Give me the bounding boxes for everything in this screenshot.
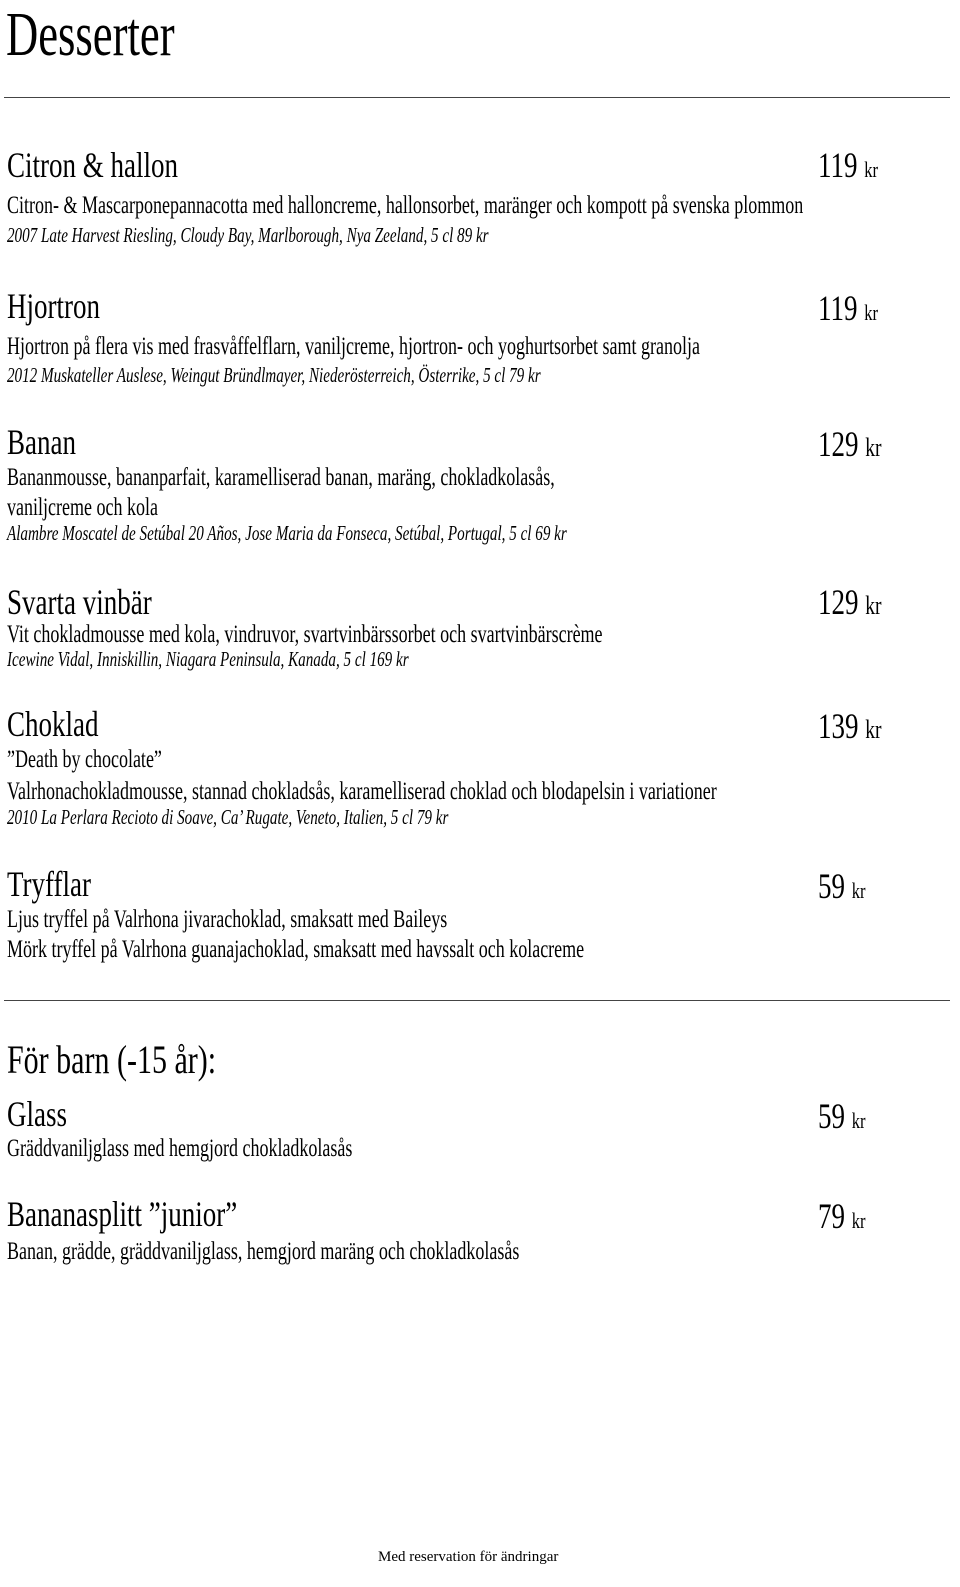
menu-item-price [818, 1196, 865, 1241]
menu-item-name: Svarta vinbär [7, 582, 152, 622]
menu-item-description-line2: vaniljcreme och kola [7, 494, 158, 521]
footer-note: Med reservation för ändringar [378, 1549, 559, 1565]
menu-item-name: Bananasplitt ”junior” [7, 1194, 238, 1234]
price-unit: kr [851, 1208, 866, 1233]
menu-item-description: Banan, grädde, gräddvaniljglass, hemgjord maräng och chokladkolasås [7, 1238, 520, 1265]
menu-item-wine: Alambre Moscatel de Setúbal 20 Años, Jose Maria da Fonseca, Setúbal, Portugal, 5 cl 69 kr [7, 521, 567, 545]
menu-item-price [818, 145, 878, 190]
menu-item-subtitle: ”Death by chocolate” [7, 746, 162, 773]
menu-item-name: Citron & hallon [7, 145, 178, 185]
price-value: 129 [818, 582, 859, 622]
price-value: 139 [818, 706, 859, 746]
menu-item-description: Bananmousse, bananparfait, karamelliserad banan, maräng, chokladkolasås, [7, 464, 555, 491]
menu-item-price [818, 582, 882, 626]
price-unit: kr [864, 300, 878, 325]
menu-item-wine: 2012 Muskateller Auslese, Weingut Bründlmayer, Niederösterreich, Österrike, 5 cl 79 kr [7, 363, 541, 387]
menu-item-name: Glass [7, 1094, 67, 1134]
menu-item-price [818, 1096, 865, 1141]
kids-section-title: För barn (-15 år): [7, 1037, 217, 1082]
price-value: 79 [818, 1196, 845, 1236]
menu-item-name: Tryfflar [7, 864, 92, 904]
price-unit: kr [851, 1108, 866, 1133]
price-unit: kr [865, 715, 882, 744]
price-unit: kr [865, 433, 882, 462]
menu-item-description: Ljus tryffel på Valrhona jivarachoklad, smaksatt med Baileys [7, 906, 448, 933]
price-unit: kr [865, 591, 882, 620]
price-value: 59 [818, 866, 845, 906]
menu-item-description: Vit chokladmousse med kola, vindruvor, svartvinbärssorbet och svartvinbärscrème [7, 621, 603, 648]
menu-item-price [818, 706, 882, 750]
menu-item-description: Valrhonachokladmousse, stannad chokladsås, karamelliserad choklad och blodapelsin i variationer [7, 778, 717, 805]
menu-item-name: Hjortron [7, 286, 100, 326]
price-value: 59 [818, 1096, 845, 1136]
menu-item-price [818, 288, 878, 333]
menu-item-wine: 2007 Late Harvest Riesling, Cloudy Bay, Marlborough, Nya Zeeland, 5 cl 89 kr [7, 223, 489, 247]
price-value: 119 [818, 145, 858, 185]
menu-item-price [818, 424, 882, 468]
price-value: 129 [818, 424, 859, 464]
menu-item-wine: 2010 La Perlara Recioto di Soave, Ca’ Rugate, Veneto, Italien, 5 cl 79 kr [7, 805, 449, 829]
menu-item-name: Banan [7, 422, 76, 462]
menu-item-description: Gräddvaniljglass med hemgjord chokladkolasås [7, 1135, 353, 1162]
title-divider [4, 97, 950, 98]
menu-item-name: Choklad [7, 704, 99, 744]
menu-item-description: Citron- & Mascarponepannacotta med halloncreme, hallonsorbet, maränger och kompott på svenska plommon [7, 192, 804, 219]
page-title: Desserter [6, 1, 175, 69]
price-value: 119 [818, 288, 858, 328]
price-unit: kr [864, 157, 878, 182]
menu-item-description-line2: Mörk tryffel på Valrhona guanajachoklad, smaksatt med havssalt och kolacreme [7, 936, 585, 963]
menu-item-price [818, 866, 865, 911]
price-unit: kr [851, 878, 866, 903]
section-divider [4, 1000, 950, 1001]
menu-item-description: Hjortron på flera vis med frasvåffelflarn, vaniljcreme, hjortron- och yoghurtsorbet samt granolja [7, 333, 700, 360]
menu-item-wine: Icewine Vidal, Inniskillin, Niagara Peninsula, Kanada, 5 cl 169 kr [7, 647, 409, 671]
